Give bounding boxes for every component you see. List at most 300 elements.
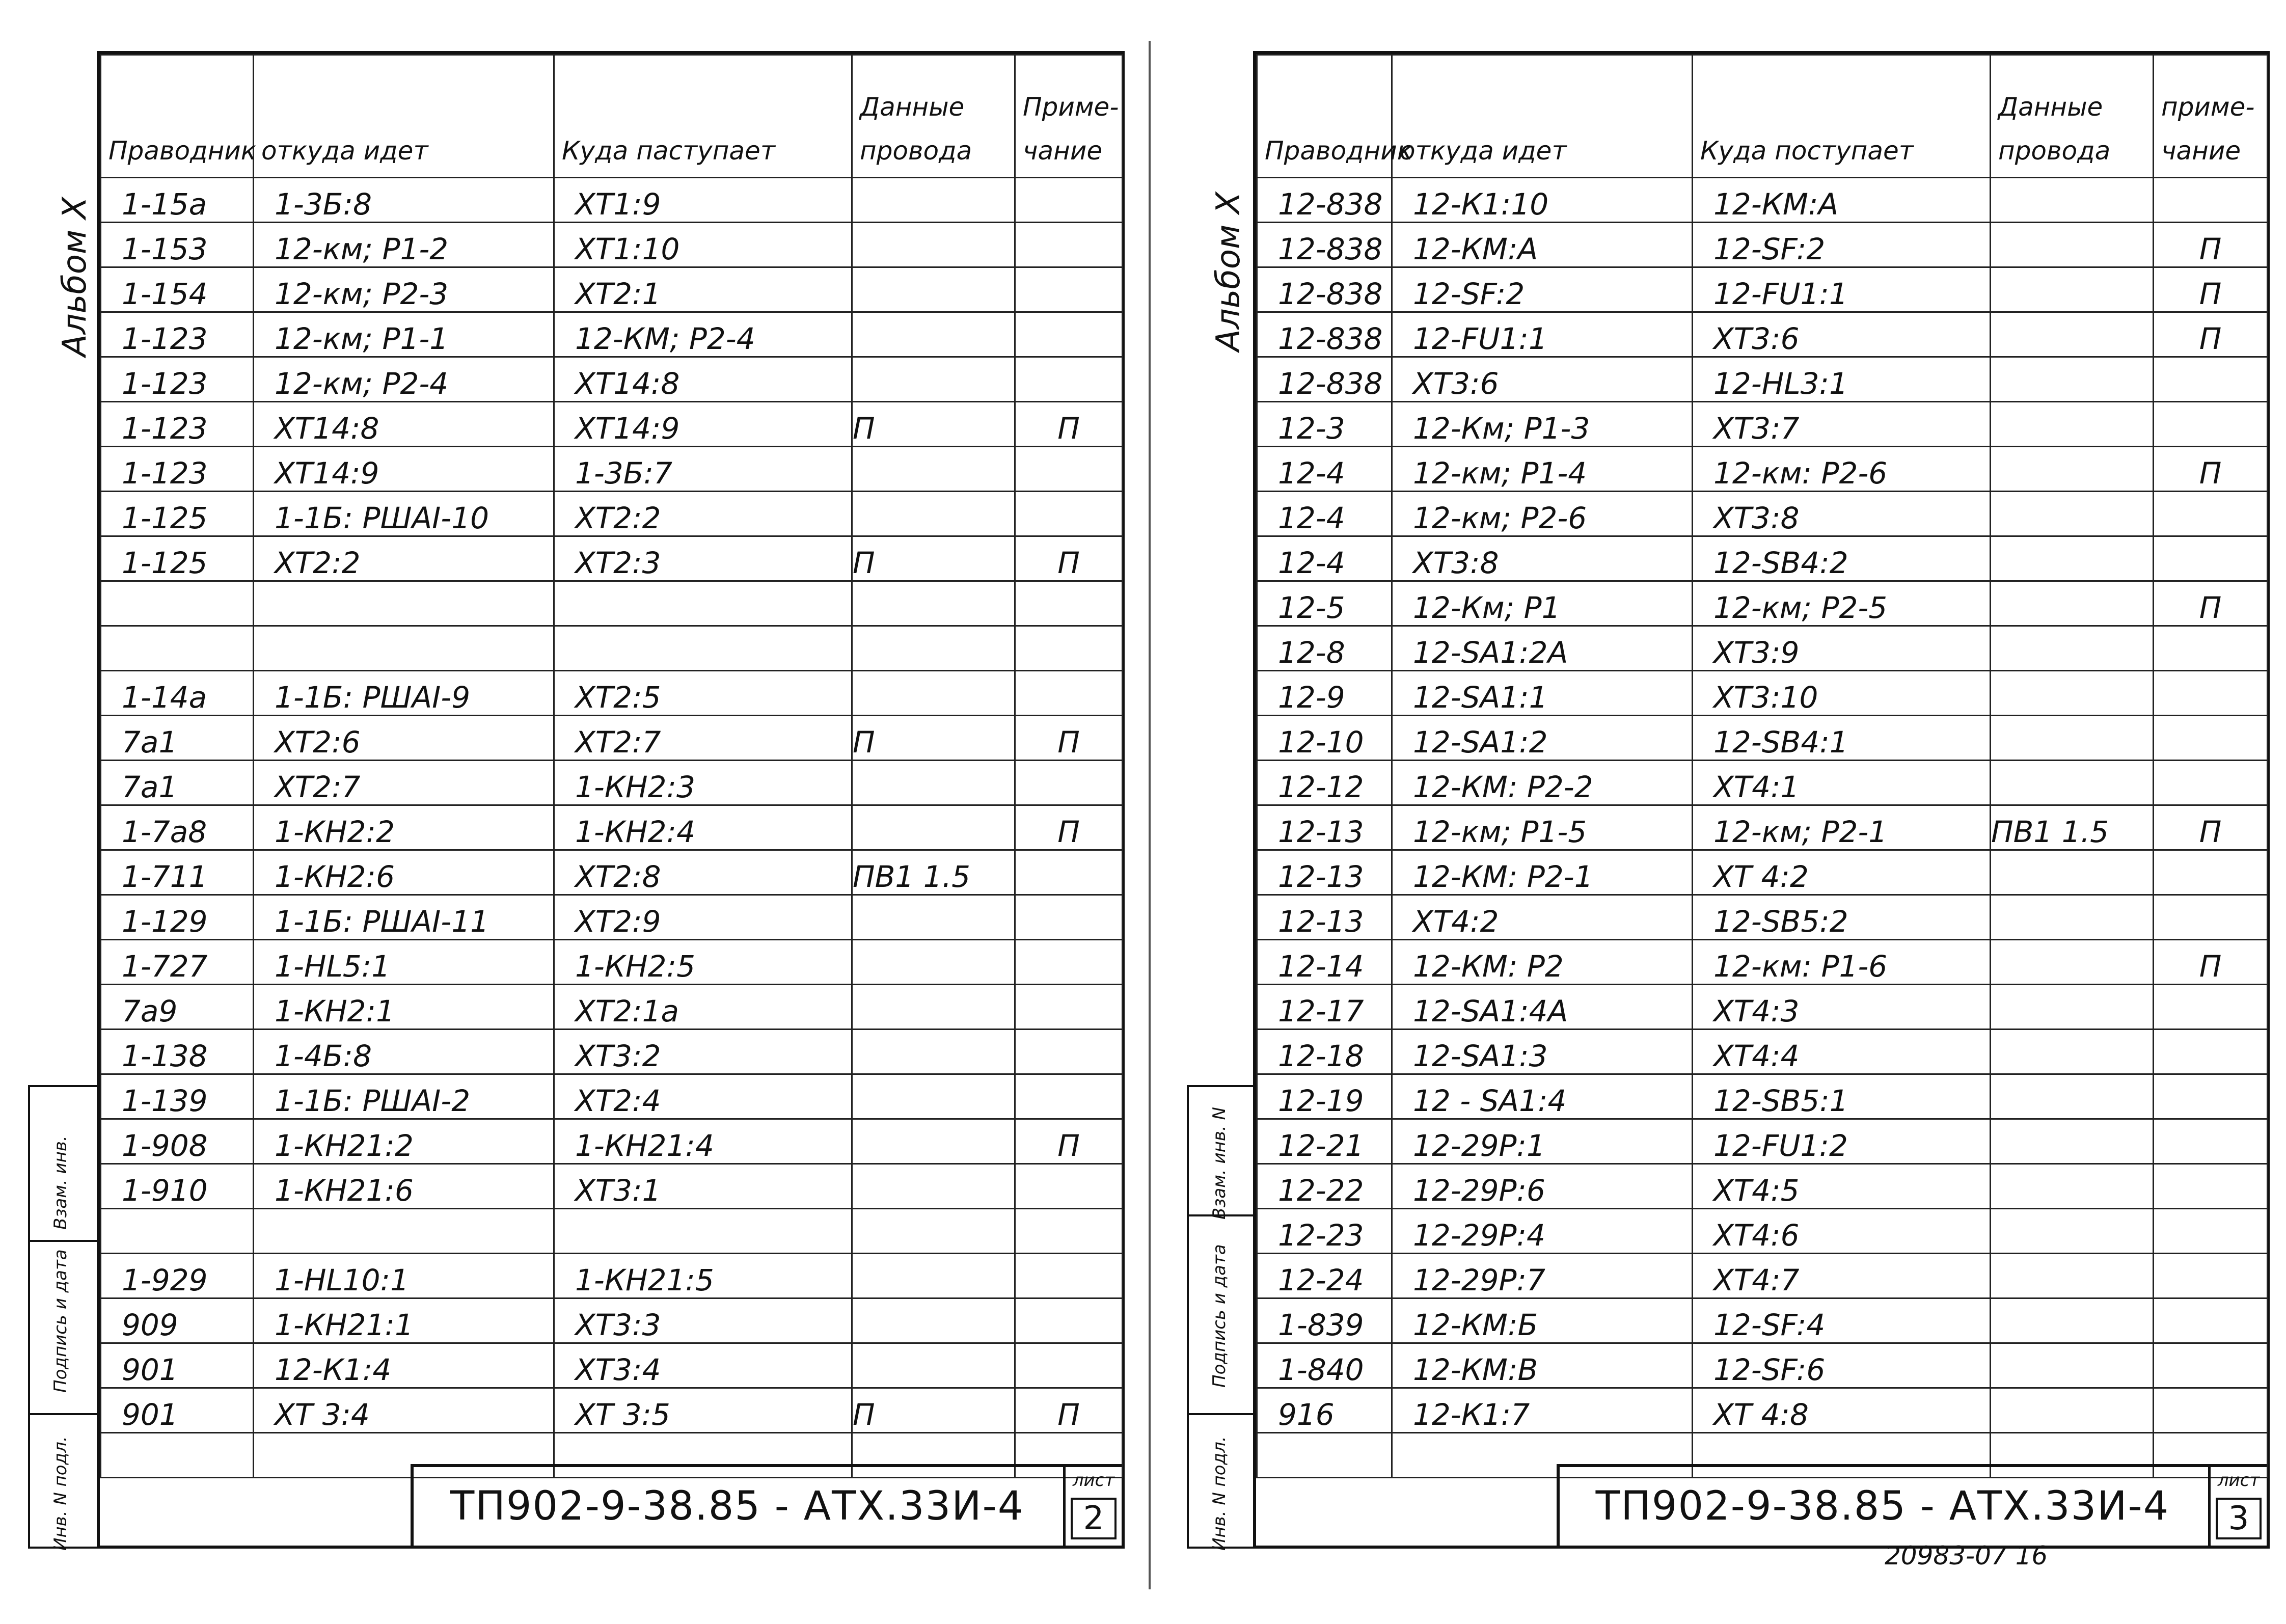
table-row <box>1257 1388 2268 1433</box>
side-label-inv-original: Инв. N подл. <box>1209 1436 1230 1551</box>
side-strip-left <box>28 1085 99 1549</box>
table-row <box>101 940 1123 985</box>
cell-note <box>1015 1298 1123 1343</box>
album-label-left: Альбом X <box>56 197 94 357</box>
cell-data <box>852 312 1015 357</box>
cell-wire: 12-838 <box>1257 312 1392 357</box>
table-row <box>101 1030 1123 1074</box>
cell-to: ХТ2:9 <box>554 895 852 940</box>
cell-data <box>852 1030 1015 1074</box>
cell-note: П <box>2154 805 2268 850</box>
cell-note <box>1015 1164 1123 1209</box>
table-row <box>1257 178 2268 223</box>
cell-to: 12-НL3:1 <box>1693 357 1991 402</box>
cell-to: 12-SF:6 <box>1693 1343 1991 1388</box>
side-strip-right <box>1187 1085 1256 1549</box>
cell-wire: 1-123 <box>101 447 254 492</box>
cell-to <box>554 626 852 671</box>
table-row <box>101 1164 1123 1209</box>
cell-from: 12-29Р:6 <box>1392 1164 1693 1209</box>
sheet-number: 2 <box>1071 1498 1117 1539</box>
cell-wire <box>101 1433 254 1478</box>
cell-wire: 12-13 <box>1257 805 1392 850</box>
cell-data <box>1991 1298 2154 1343</box>
cell-data <box>852 761 1015 805</box>
cell-note <box>1015 223 1123 267</box>
page-divider <box>1149 41 1151 1589</box>
cell-to: ХТ3:8 <box>1693 492 1991 536</box>
cell-data <box>852 626 1015 671</box>
cell-from: 1-КН2:6 <box>254 850 554 895</box>
cell-from: ХТ2:2 <box>254 536 554 581</box>
table-row <box>1257 895 2268 940</box>
header-wire: Праводник <box>101 55 254 178</box>
table-row <box>101 402 1123 447</box>
cell-to: ХТ14:8 <box>554 357 852 402</box>
cell-to: ХТ3:2 <box>554 1030 852 1074</box>
cell-wire: 12-18 <box>1257 1030 1392 1074</box>
sheet-number-box <box>1063 1467 1122 1546</box>
cell-wire: 12-5 <box>1257 581 1392 626</box>
cell-note <box>1015 850 1123 895</box>
table-row <box>1257 357 2268 402</box>
side-label-replacement: Взам. инв. N <box>1209 1107 1230 1220</box>
cell-note: П <box>1015 402 1123 447</box>
cell-to: 12-КМ; Р2-4 <box>554 312 852 357</box>
cell-note: П <box>2154 447 2268 492</box>
cell-note <box>2154 1254 2268 1298</box>
cell-data <box>852 581 1015 626</box>
cell-data <box>852 267 1015 312</box>
cell-from: 1-КН21:6 <box>254 1164 554 1209</box>
cell-wire: 12-8 <box>1257 626 1392 671</box>
cell-data <box>1991 985 2154 1030</box>
cell-from: 1-1Б: РШАI-2 <box>254 1074 554 1119</box>
cell-wire: 12-4 <box>1257 447 1392 492</box>
cell-note <box>2154 671 2268 716</box>
cell-to: 12-км; Р2-1 <box>1693 805 1991 850</box>
cell-note <box>2154 716 2268 761</box>
cell-data <box>852 1343 1015 1388</box>
cell-note <box>2154 1388 2268 1433</box>
header-data: Данные провода <box>852 55 1015 178</box>
cell-data: ПВ1 1.5 <box>852 850 1015 895</box>
cell-note <box>1015 312 1123 357</box>
cell-note <box>2154 985 2268 1030</box>
cell-wire: 1-840 <box>1257 1343 1392 1388</box>
cell-data <box>852 985 1015 1030</box>
side-label-replacement: Взам. инв. <box>50 1135 71 1230</box>
table-row <box>1257 850 2268 895</box>
table-row <box>101 357 1123 402</box>
cell-note <box>1015 940 1123 985</box>
table-row <box>101 492 1123 536</box>
cell-wire: 12-4 <box>1257 536 1392 581</box>
cell-wire: 12-19 <box>1257 1074 1392 1119</box>
cell-wire: 901 <box>101 1388 254 1433</box>
cell-note <box>2154 1298 2268 1343</box>
side-label-inv-original: Инв. N подл. <box>50 1436 71 1551</box>
cell-note <box>1015 1343 1123 1388</box>
table-row <box>1257 581 2268 626</box>
cell-to: 12-SF:4 <box>1693 1298 1991 1343</box>
title-block-left <box>411 1464 1122 1546</box>
cell-to: ХТ 3:5 <box>554 1388 852 1433</box>
cell-from: 1-1Б: РШАI-11 <box>254 895 554 940</box>
cell-wire: 1-711 <box>101 850 254 895</box>
table-row <box>1257 1298 2268 1343</box>
table-row <box>101 1298 1123 1343</box>
table-row <box>1257 1254 2268 1298</box>
cell-data <box>852 1164 1015 1209</box>
table-row <box>1257 626 2268 671</box>
cell-note <box>1015 178 1123 223</box>
cell-data <box>1991 1254 2154 1298</box>
cell-wire: 1-129 <box>101 895 254 940</box>
cell-wire: 1-139 <box>101 1074 254 1119</box>
cell-note <box>1015 581 1123 626</box>
cell-data <box>852 671 1015 716</box>
table-row <box>101 1343 1123 1388</box>
cell-to: 12-км: Р2-6 <box>1693 447 1991 492</box>
cell-note <box>1015 267 1123 312</box>
side-cell-divider <box>30 1240 97 1242</box>
cell-note: П <box>2154 581 2268 626</box>
cell-data <box>852 895 1015 940</box>
table-row <box>1257 267 2268 312</box>
cell-from: 12-км; Р2-4 <box>254 357 554 402</box>
cell-wire: 7a1 <box>101 716 254 761</box>
cell-from: 1-НL5:1 <box>254 940 554 985</box>
cell-from: 1-КН21:1 <box>254 1298 554 1343</box>
cell-from: 1-3Б:8 <box>254 178 554 223</box>
cell-to: 1-3Б:7 <box>554 447 852 492</box>
table-row <box>1257 536 2268 581</box>
cell-from: ХТ2:6 <box>254 716 554 761</box>
cell-data: П <box>852 536 1015 581</box>
cell-from: 12-Км; Р1 <box>1392 581 1693 626</box>
table-row <box>101 716 1123 761</box>
table-row <box>101 581 1123 626</box>
cell-data <box>1991 223 2154 267</box>
cell-data <box>852 1074 1015 1119</box>
table-row <box>1257 1209 2268 1254</box>
cell-note <box>1015 492 1123 536</box>
cell-from: 1-4Б:8 <box>254 1030 554 1074</box>
cell-note <box>2154 1209 2268 1254</box>
cell-wire: 12-3 <box>1257 402 1392 447</box>
cell-from: 12-29Р:4 <box>1392 1209 1693 1254</box>
cell-wire: 1-123 <box>101 312 254 357</box>
cell-note <box>1015 626 1123 671</box>
cell-note <box>1015 895 1123 940</box>
cell-wire: 1-929 <box>101 1254 254 1298</box>
cell-from: ХТ14:8 <box>254 402 554 447</box>
header-to: Куда поступает <box>1693 55 1991 178</box>
cell-from: ХТ14:9 <box>254 447 554 492</box>
cell-note <box>1015 1254 1123 1298</box>
sheet-label: лист <box>2217 1470 2260 1491</box>
cell-note <box>2154 1343 2268 1388</box>
table-row <box>101 805 1123 850</box>
cell-to: ХТ 4:8 <box>1693 1388 1991 1433</box>
cell-data <box>1991 716 2154 761</box>
header-note: приме-чание <box>2154 55 2268 178</box>
cell-wire: 12-838 <box>1257 223 1392 267</box>
cell-data <box>852 357 1015 402</box>
cell-note: П <box>1015 716 1123 761</box>
cell-note: П <box>1015 536 1123 581</box>
cell-note: П <box>2154 312 2268 357</box>
cell-to: 12-км; Р2-5 <box>1693 581 1991 626</box>
cell-from: 12-29Р:1 <box>1392 1119 1693 1164</box>
cell-from: ХТ 3:4 <box>254 1388 554 1433</box>
cell-from: 12-FU1:1 <box>1392 312 1693 357</box>
cell-to: 12-SВ5:2 <box>1693 895 1991 940</box>
cell-from: 1-КН2:2 <box>254 805 554 850</box>
sheet-left <box>97 51 1125 1549</box>
cell-wire: 12-17 <box>1257 985 1392 1030</box>
table-row <box>101 223 1123 267</box>
cell-from: 12-К1:7 <box>1392 1388 1693 1433</box>
cell-note <box>1015 1209 1123 1254</box>
cell-data <box>852 178 1015 223</box>
cell-to: 1-КН21:5 <box>554 1254 852 1298</box>
table-row <box>101 267 1123 312</box>
wire-table-left <box>100 54 1123 1478</box>
cell-wire: 901 <box>101 1343 254 1388</box>
cell-wire: 1-153 <box>101 223 254 267</box>
cell-note: П <box>1015 1119 1123 1164</box>
cell-data <box>1991 1209 2154 1254</box>
cell-note <box>2154 536 2268 581</box>
cell-from: 12 - SА1:4 <box>1392 1074 1693 1119</box>
header-from: откуда идет <box>254 55 554 178</box>
table-row <box>101 895 1123 940</box>
cell-wire: 916 <box>1257 1388 1392 1433</box>
cell-wire: 1-123 <box>101 402 254 447</box>
cell-wire: 1-123 <box>101 357 254 402</box>
cell-wire: 12-14 <box>1257 940 1392 985</box>
cell-note <box>2154 357 2268 402</box>
cell-data <box>1991 671 2154 716</box>
cell-from: 1-КН21:2 <box>254 1119 554 1164</box>
cell-to: ХТ1:10 <box>554 223 852 267</box>
cell-wire: 12-13 <box>1257 850 1392 895</box>
cell-wire: 12-24 <box>1257 1254 1392 1298</box>
cell-data <box>1991 492 2154 536</box>
cell-data <box>1991 581 2154 626</box>
cell-data <box>1991 267 2154 312</box>
cell-to: 12-км: Р1-6 <box>1693 940 1991 985</box>
cell-data <box>852 1254 1015 1298</box>
cell-note: П <box>1015 805 1123 850</box>
table-row <box>1257 1343 2268 1388</box>
cell-wire: 1-908 <box>101 1119 254 1164</box>
table-row <box>101 1254 1123 1298</box>
cell-data <box>852 805 1015 850</box>
cell-from: 12-км; Р2-6 <box>1392 492 1693 536</box>
cell-from: 1-НL10:1 <box>254 1254 554 1298</box>
table-body-right <box>1257 178 2268 1478</box>
cell-from: 12-К1:10 <box>1392 178 1693 223</box>
cell-note <box>1015 1074 1123 1119</box>
cell-to: ХТ4:5 <box>1693 1164 1991 1209</box>
table-row <box>1257 1164 2268 1209</box>
cell-from: 12-SА1:3 <box>1392 1030 1693 1074</box>
cell-note <box>2154 1074 2268 1119</box>
document-code: ТП902-9-38.85 - АТХ.33И-4 <box>450 1483 1024 1529</box>
side-cell-divider <box>30 1413 97 1415</box>
sheet-number: 3 <box>2216 1498 2262 1539</box>
cell-wire: 12-838 <box>1257 357 1392 402</box>
table-row <box>1257 716 2268 761</box>
side-label-signature: Подпись и дата <box>50 1249 71 1393</box>
cell-wire: 12-10 <box>1257 716 1392 761</box>
cell-to: ХТ3:10 <box>1693 671 1991 716</box>
cell-to: ХТ2:5 <box>554 671 852 716</box>
cell-note <box>2154 402 2268 447</box>
cell-to: ХТ 4:2 <box>1693 850 1991 895</box>
cell-to: 12-КМ:А <box>1693 178 1991 223</box>
side-cell-divider <box>1189 1413 1254 1415</box>
header-wire: Праводник <box>1257 55 1392 178</box>
cell-from: 12-КМ: Р2-1 <box>1392 850 1693 895</box>
cell-wire: 7a9 <box>101 985 254 1030</box>
cell-from: 12-SА1:1 <box>1392 671 1693 716</box>
cell-note <box>2154 1119 2268 1164</box>
cell-note <box>2154 761 2268 805</box>
cell-data <box>1991 761 2154 805</box>
table-row <box>1257 761 2268 805</box>
cell-from: ХТ3:8 <box>1392 536 1693 581</box>
table-row <box>1257 312 2268 357</box>
cell-data <box>1991 1388 2154 1433</box>
cell-data <box>1991 850 2154 895</box>
cell-to: ХТ3:4 <box>554 1343 852 1388</box>
table-row <box>101 178 1123 223</box>
header-data: Данные провода <box>1991 55 2154 178</box>
cell-wire: 1-154 <box>101 267 254 312</box>
table-row <box>1257 940 2268 985</box>
cell-to: ХТ2:8 <box>554 850 852 895</box>
cell-from: 12-Км; Р1-3 <box>1392 402 1693 447</box>
cell-to: 1-КН2:3 <box>554 761 852 805</box>
cell-from: 1-1Б: РШАI-9 <box>254 671 554 716</box>
cell-data <box>852 1209 1015 1254</box>
cell-data <box>1991 402 2154 447</box>
cell-note <box>2154 895 2268 940</box>
cell-data <box>852 223 1015 267</box>
cell-to: 12-FU1:2 <box>1693 1119 1991 1164</box>
cell-data <box>1991 626 2154 671</box>
cell-note <box>1015 761 1123 805</box>
cell-to: 1-КН21:4 <box>554 1119 852 1164</box>
cell-to: ХТ3:6 <box>1693 312 1991 357</box>
cell-from: 12-КМ:В <box>1392 1343 1693 1388</box>
table-row <box>1257 985 2268 1030</box>
cell-data: П <box>852 402 1015 447</box>
document-code: ТП902-9-38.85 - АТХ.33И-4 <box>1595 1483 2170 1529</box>
cell-to: 1-КН2:4 <box>554 805 852 850</box>
sheet-label: лист <box>1072 1470 1115 1491</box>
table-row <box>101 1209 1123 1254</box>
table-row <box>101 536 1123 581</box>
table-row <box>101 1119 1123 1164</box>
table-row <box>101 1074 1123 1119</box>
cell-wire <box>101 626 254 671</box>
cell-wire: 12-838 <box>1257 178 1392 223</box>
cell-from: 12-SА1:2 <box>1392 716 1693 761</box>
cell-to: 12-FU1:1 <box>1693 267 1991 312</box>
cell-wire: 1-839 <box>1257 1298 1392 1343</box>
cell-data <box>852 492 1015 536</box>
cell-wire <box>1257 1433 1392 1478</box>
cell-wire: 12-4 <box>1257 492 1392 536</box>
cell-wire: 12-12 <box>1257 761 1392 805</box>
cell-data <box>1991 1343 2154 1388</box>
cell-data <box>852 1119 1015 1164</box>
cell-data <box>1991 178 2154 223</box>
sheet-number-box <box>2208 1467 2267 1546</box>
header-from: откуда идет <box>1392 55 1693 178</box>
table-row <box>1257 1030 2268 1074</box>
cell-wire: 1-138 <box>101 1030 254 1074</box>
cell-note: П <box>1015 1388 1123 1433</box>
cell-from: 12-КМ:А <box>1392 223 1693 267</box>
cell-from: 12-SF:2 <box>1392 267 1693 312</box>
table-row <box>101 312 1123 357</box>
cell-wire: 1-125 <box>101 492 254 536</box>
cell-from: 1-1Б: РШАI-10 <box>254 492 554 536</box>
cell-data <box>1991 536 2154 581</box>
cell-to: 12-SF:2 <box>1693 223 1991 267</box>
cell-note: П <box>2154 223 2268 267</box>
table-row <box>101 850 1123 895</box>
cell-to: ХТ4:1 <box>1693 761 1991 805</box>
cell-wire: 7a1 <box>101 761 254 805</box>
cell-from: 12-КМ: Р2 <box>1392 940 1693 985</box>
table-row <box>101 671 1123 716</box>
sheet-right <box>1253 51 2270 1549</box>
table-row <box>101 1388 1123 1433</box>
cell-wire: 1-15a <box>101 178 254 223</box>
cell-note <box>1015 671 1123 716</box>
cell-wire: 1-125 <box>101 536 254 581</box>
wire-table-right <box>1256 54 2268 1478</box>
cell-note <box>1015 447 1123 492</box>
cell-data <box>1991 895 2154 940</box>
cell-from: ХТ3:6 <box>1392 357 1693 402</box>
cell-from: 12-КМ:Б <box>1392 1298 1693 1343</box>
cell-from: 12-км; Р1-4 <box>1392 447 1693 492</box>
cell-note <box>2154 626 2268 671</box>
cell-wire: 1-727 <box>101 940 254 985</box>
cell-wire: 12-23 <box>1257 1209 1392 1254</box>
cell-to: ХТ2:3 <box>554 536 852 581</box>
cell-to: ХТ2:2 <box>554 492 852 536</box>
cell-note <box>2154 178 2268 223</box>
table-header-row <box>101 55 1123 178</box>
cell-data <box>1991 357 2154 402</box>
cell-to: 1-КН2:5 <box>554 940 852 985</box>
cell-wire: 909 <box>101 1298 254 1343</box>
archive-number: 20983-07 16 <box>1885 1541 2048 1571</box>
table-row <box>101 761 1123 805</box>
cell-data: П <box>852 1388 1015 1433</box>
cell-data <box>1991 312 2154 357</box>
cell-data <box>1991 1030 2154 1074</box>
